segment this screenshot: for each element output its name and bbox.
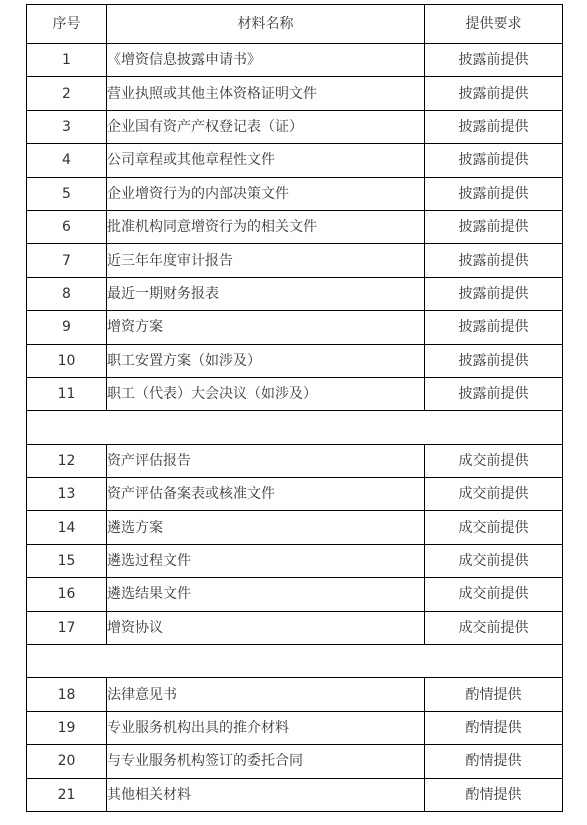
cell-name: 资产评估备案表或核准文件: [107, 478, 425, 511]
table-row: [27, 77, 563, 110]
cell-name: 公司章程或其他章程性文件: [107, 144, 425, 177]
cell-no: 11: [27, 377, 107, 410]
cell-no: 6: [27, 210, 107, 243]
cell-no: 13: [27, 478, 107, 511]
group-separator-cell: [27, 411, 563, 444]
table-row: [27, 110, 563, 143]
cell-no: 20: [27, 745, 107, 778]
table-row: [27, 544, 563, 577]
cell-req: 披露前提供: [425, 44, 563, 77]
cell-no: 14: [27, 511, 107, 544]
group-separator-cell: [27, 645, 563, 678]
table-row: [27, 210, 563, 243]
cell-req: 披露前提供: [425, 177, 563, 210]
cell-req: 成交前提供: [425, 444, 563, 477]
cell-no: 9: [27, 311, 107, 344]
cell-no: 10: [27, 344, 107, 377]
table-row: [27, 611, 563, 644]
cell-no: 21: [27, 778, 107, 811]
table-header-row: [27, 5, 563, 44]
table-row: [27, 144, 563, 177]
cell-req: 成交前提供: [425, 478, 563, 511]
cell-name: 职工安置方案（如涉及）: [107, 344, 425, 377]
cell-no: 7: [27, 244, 107, 277]
cell-name: 增资方案: [107, 311, 425, 344]
cell-no: 1: [27, 44, 107, 77]
group-separator-row: [27, 411, 563, 444]
table-row: [27, 478, 563, 511]
cell-no: 2: [27, 77, 107, 110]
header-no: 序号: [27, 5, 107, 44]
cell-name: 法律意见书: [107, 678, 425, 711]
cell-req: 酌情提供: [425, 678, 563, 711]
header-name: 材料名称: [107, 5, 425, 44]
cell-no: 18: [27, 678, 107, 711]
cell-req: 披露前提供: [425, 144, 563, 177]
table-row: [27, 177, 563, 210]
cell-name: 批准机构同意增资行为的相关文件: [107, 210, 425, 243]
table-row: [27, 745, 563, 778]
cell-req: 成交前提供: [425, 544, 563, 577]
cell-no: 15: [27, 544, 107, 577]
cell-name: 营业执照或其他主体资格证明文件: [107, 77, 425, 110]
cell-name: 《增资信息披露申请书》: [107, 44, 425, 77]
cell-req: 披露前提供: [425, 344, 563, 377]
cell-req: 酌情提供: [425, 711, 563, 744]
cell-no: 12: [27, 444, 107, 477]
header-req: 提供要求: [425, 5, 563, 44]
cell-no: 19: [27, 711, 107, 744]
table-body: [27, 44, 563, 812]
cell-req: 披露前提供: [425, 277, 563, 310]
cell-no: 17: [27, 611, 107, 644]
cell-req: 酌情提供: [425, 778, 563, 811]
table-row: [27, 377, 563, 410]
cell-name: 与专业服务机构签订的委托合同: [107, 745, 425, 778]
table-row: [27, 277, 563, 310]
table-row: [27, 711, 563, 744]
cell-name: 资产评估报告: [107, 444, 425, 477]
cell-name: 遴选结果文件: [107, 578, 425, 611]
cell-name: 最近一期财务报表: [107, 277, 425, 310]
table-row: [27, 678, 563, 711]
cell-req: 酌情提供: [425, 745, 563, 778]
table-row: [27, 511, 563, 544]
table-row: [27, 444, 563, 477]
cell-req: 披露前提供: [425, 244, 563, 277]
cell-name: 遴选方案: [107, 511, 425, 544]
cell-no: 16: [27, 578, 107, 611]
cell-req: 成交前提供: [425, 611, 563, 644]
cell-no: 4: [27, 144, 107, 177]
table-row: [27, 778, 563, 811]
cell-name: 企业增资行为的内部决策文件: [107, 177, 425, 210]
cell-req: 披露前提供: [425, 210, 563, 243]
cell-req: 披露前提供: [425, 377, 563, 410]
cell-name: 近三年年度审计报告: [107, 244, 425, 277]
cell-no: 8: [27, 277, 107, 310]
cell-no: 3: [27, 110, 107, 143]
table-row: [27, 344, 563, 377]
table-row: [27, 244, 563, 277]
cell-req: 成交前提供: [425, 511, 563, 544]
cell-name: 专业服务机构出具的推介材料: [107, 711, 425, 744]
cell-req: 披露前提供: [425, 110, 563, 143]
table-row: [27, 44, 563, 77]
cell-name: 职工（代表）大会决议（如涉及）: [107, 377, 425, 410]
cell-name: 遴选过程文件: [107, 544, 425, 577]
cell-name: 其他相关材料: [107, 778, 425, 811]
cell-no: 5: [27, 177, 107, 210]
group-separator-row: [27, 645, 563, 678]
cell-name: 企业国有资产产权登记表（证）: [107, 110, 425, 143]
table-row: [27, 311, 563, 344]
cell-req: 成交前提供: [425, 578, 563, 611]
materials-table: [26, 4, 563, 812]
cell-req: 披露前提供: [425, 77, 563, 110]
table-row: [27, 578, 563, 611]
cell-req: 披露前提供: [425, 311, 563, 344]
cell-name: 增资协议: [107, 611, 425, 644]
